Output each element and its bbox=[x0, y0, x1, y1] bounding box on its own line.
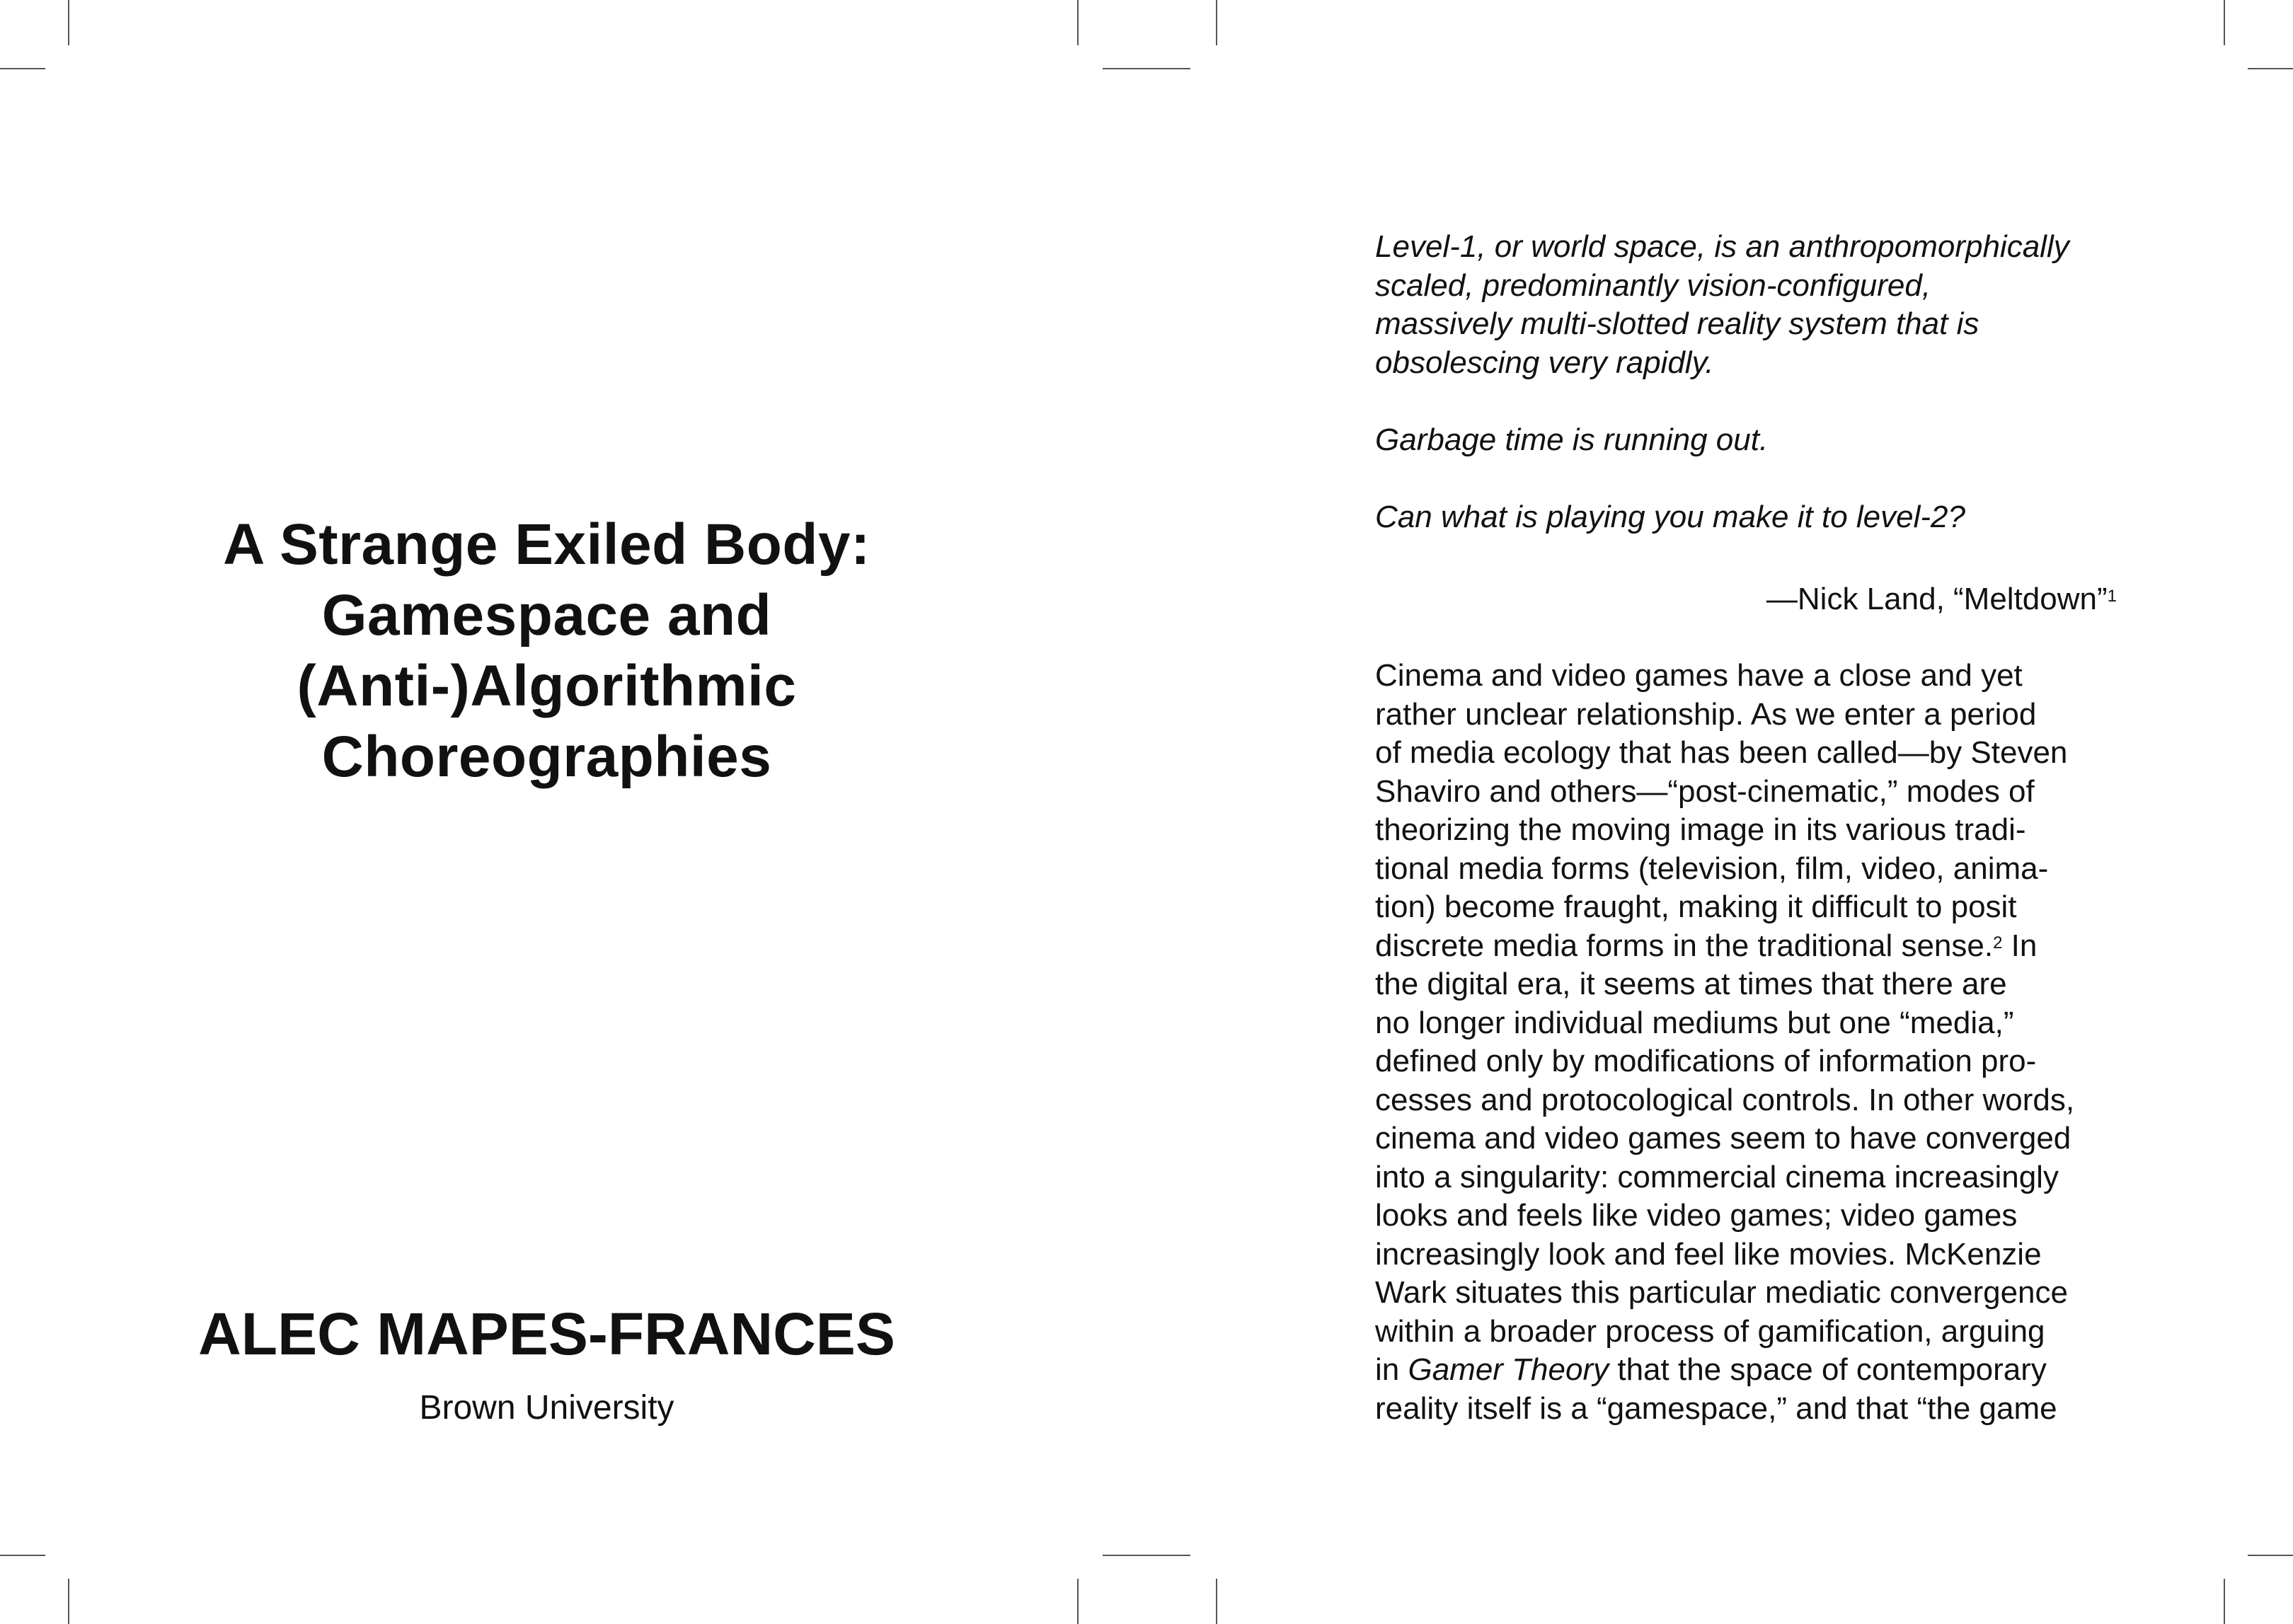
title-line: Gamespace and bbox=[321, 583, 772, 647]
footnote-ref: 1 bbox=[2107, 587, 2117, 606]
crop-mark bbox=[1103, 1555, 1190, 1556]
body-line: into a singularity: commercial cinema increasingly bbox=[1375, 1159, 2059, 1194]
epigraph-line: Garbage time is running out. bbox=[1375, 422, 1769, 457]
body-line: cesses and protocological controls. In other words, bbox=[1375, 1082, 2075, 1117]
epigraph-attribution bbox=[1375, 580, 2117, 619]
body-line: Shaviro and others—“post-cinematic,” modes of bbox=[1375, 773, 2035, 809]
body-line: increasingly look and feel like movies. McKenzie bbox=[1375, 1236, 2042, 1272]
body-text-segment: In bbox=[2002, 928, 2038, 963]
crop-mark bbox=[2224, 1579, 2225, 1624]
author-affiliation: Brown University bbox=[419, 1389, 674, 1427]
body-line: theorizing the moving image in its various tradi- bbox=[1375, 812, 2026, 847]
title-line: Choreographies bbox=[321, 725, 772, 789]
attribution-text: —Nick Land, “Meltdown” bbox=[1766, 582, 2108, 616]
epigraph-line: massively multi-slotted reality system that is bbox=[1375, 306, 1979, 341]
body-line: Wark situates this particular mediatic convergence bbox=[1375, 1275, 2068, 1310]
title-line: (Anti-)Algorithmic bbox=[297, 654, 797, 718]
title-line: A Strange Exiled Body: bbox=[223, 512, 870, 577]
body-line: Cinema and video games have a close and yet bbox=[1375, 658, 2023, 693]
crop-mark bbox=[2248, 1555, 2293, 1556]
body-line: rather unclear relationship. As we enter a period bbox=[1375, 696, 2037, 732]
epigraph-line: Level-1, or world space, is an anthropomorphically bbox=[1375, 229, 2069, 264]
epigraph-line: scaled, predominantly vision-configured, bbox=[1375, 267, 1931, 303]
book-title: Gamer Theory bbox=[1408, 1352, 1609, 1387]
body-line: reality itself is a “gamespace,” and that “the game bbox=[1375, 1390, 2057, 1426]
crop-mark bbox=[2248, 68, 2293, 69]
body-line: the digital era, it seems at times that there are bbox=[1375, 967, 2007, 1001]
epigraph bbox=[1375, 228, 2125, 536]
body-text-segment: discrete media forms in the traditional sense. bbox=[1375, 928, 1994, 963]
body-paragraph bbox=[1375, 657, 2125, 1428]
body-line: tional media forms (television, film, video, anima- bbox=[1375, 851, 2049, 886]
epigraph-line: obsolescing very rapidly. bbox=[1375, 345, 1714, 380]
body-text-segment: that the space of contemporary bbox=[1609, 1352, 2047, 1387]
body-line: defined only by modifications of information pro- bbox=[1375, 1044, 2037, 1078]
body-text-segment: in bbox=[1375, 1352, 1408, 1387]
author-name: ALEC MAPES-FRANCES bbox=[198, 1301, 895, 1367]
crop-mark bbox=[1216, 0, 1217, 45]
text-page bbox=[1375, 0, 2125, 1624]
body-line: of media ecology that has been called—by Steven bbox=[1375, 735, 2068, 770]
body-line bbox=[1375, 927, 2125, 966]
article-title bbox=[0, 509, 1093, 793]
body-line: tion) become fraught, making it difficult to posit bbox=[1375, 889, 2017, 924]
body-line: within a broader process of gamification, arguing bbox=[1375, 1313, 2045, 1349]
body-line bbox=[1375, 1351, 2125, 1390]
footnote-ref: 2 bbox=[1993, 933, 2003, 952]
body-line: cinema and video games seem to have converged bbox=[1375, 1121, 2071, 1156]
body-line: no longer individual mediums but one “media,” bbox=[1375, 1005, 2014, 1040]
crop-mark bbox=[2224, 0, 2225, 45]
title-page bbox=[0, 0, 1093, 1624]
body-line: looks and feels like video games; video games bbox=[1375, 1198, 2018, 1233]
crop-mark bbox=[1103, 68, 1190, 69]
epigraph-line: Can what is playing you make it to level-2? bbox=[1375, 499, 1965, 534]
crop-mark bbox=[1216, 1579, 1217, 1624]
